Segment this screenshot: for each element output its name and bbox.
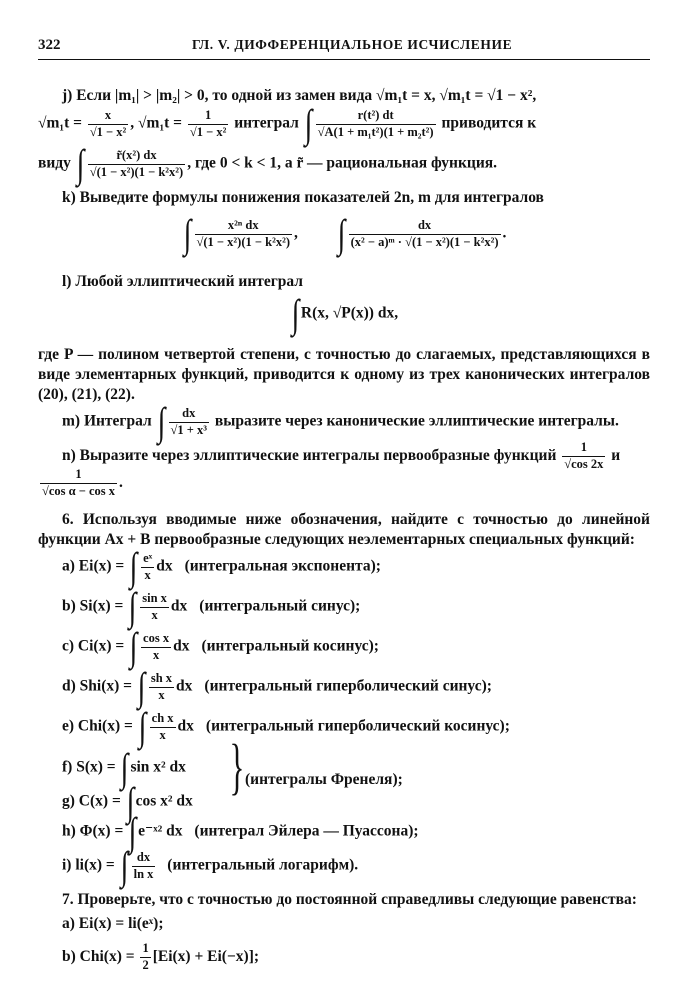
function-name: Ei(x) = bbox=[78, 557, 125, 575]
function-note: (интегральная экспонента); bbox=[184, 557, 381, 575]
differential: dx bbox=[176, 677, 193, 695]
integral-sign: ∫ bbox=[128, 584, 137, 629]
problem6-item bbox=[62, 664, 650, 709]
n-fraction-1: $\frac{1}{√\cos 2x}$ bbox=[564, 440, 604, 471]
j-form-word: виду bbox=[38, 154, 71, 172]
integral-sign: ∫ bbox=[183, 211, 191, 256]
problem7-line1: 7. Проверьте, что с точностью до постоянной справедливы следующие равенства: bbox=[62, 891, 637, 908]
j-fraction-3: $\frac{\text{r(t²) dt}}{\text{√A(1 + m₁t²)(1 + m₂t²)}}$ bbox=[317, 107, 434, 139]
integrand-fraction: $\frac{\text{cos x}}{x}$ bbox=[143, 630, 170, 662]
differential: dx bbox=[173, 637, 190, 655]
n-intro: n) Выразите через эллиптические интегралы первообразные функций bbox=[62, 446, 557, 464]
item-l-p3: (20), (21), (22). bbox=[38, 386, 135, 403]
item-i: i) li(x) = ∫ $\frac{dx}{\text{ln x}}$ (интегральный логарифм). bbox=[62, 843, 359, 888]
i-fraction: $\frac{dx}{\text{ln x}}$ bbox=[133, 849, 154, 881]
k-fraction-1: $\frac{\text{x²ⁿ dx}}{\text{√(1 − x²)(1 − k²x²)}}$ bbox=[196, 217, 290, 249]
item-k-formulas bbox=[38, 211, 650, 256]
j-reduces-to: приводится к bbox=[441, 114, 537, 132]
function-note: (интегральный косинус); bbox=[201, 637, 379, 655]
item-label: a) bbox=[62, 557, 75, 575]
item-n-line2 bbox=[38, 468, 650, 499]
function-name: Chi(x) = bbox=[77, 717, 133, 735]
j-fraction-4: $\frac{\text{r̃(x²) dx}}{\text{√(1 − x²)(1 − k²x²)}}$ bbox=[89, 147, 184, 179]
item-n-line1 bbox=[62, 441, 650, 472]
item-label: c) bbox=[62, 637, 75, 655]
m-rest: выразите через канонические эллиптические интегралы. bbox=[214, 412, 619, 430]
item-g: g) C(x) = ∫ cos x² dx bbox=[62, 779, 193, 824]
item-l-p2: виде элементарных функций, приводится к одному из трех канонических интегралов bbox=[38, 366, 650, 383]
integral-sign: ∫ bbox=[304, 101, 313, 146]
problem6-item bbox=[62, 584, 650, 629]
integral-sign: ∫ bbox=[337, 211, 345, 256]
problem7-a: a) Ei(x) = li(eˣ); bbox=[62, 915, 164, 932]
item-j-line2 bbox=[38, 101, 650, 146]
m-intro: m) Интеграл bbox=[62, 412, 152, 430]
problem6-item bbox=[62, 704, 650, 749]
half-fraction: $\frac{1}{2}$ bbox=[142, 941, 149, 972]
function-note: (интегральный гиперболический синус); bbox=[204, 677, 492, 695]
k-end: . bbox=[502, 224, 507, 242]
j-sqrt-sub-1: √m₁t = bbox=[38, 114, 82, 132]
item-l-p1: где P — полином четвертой степени, с точностью до слагаемых, представляющихся в bbox=[38, 346, 650, 363]
integral-sign: ∫ bbox=[138, 704, 147, 749]
header-rule bbox=[38, 59, 650, 60]
integral-sign: ∫ bbox=[291, 291, 300, 336]
problem6-line2: функции Ax + B первообразные следующих неэлементарных специальных функций: bbox=[38, 531, 635, 548]
j-fraction-2: $\frac{1}{\text{√1 − x²}}$ bbox=[189, 107, 227, 139]
integral-sign: ∫ bbox=[157, 399, 165, 444]
item-k-text: k) Выведите формулы понижения показателей 2n, m для интегралов bbox=[62, 189, 544, 206]
function-note: (интегральный синус); bbox=[199, 597, 361, 615]
integrand-fraction: $\frac{\text{eˣ}}{x}$ bbox=[143, 550, 153, 582]
j-integral-word: интеграл bbox=[234, 114, 299, 132]
integral-sign: ∫ bbox=[129, 624, 138, 669]
j-fraction-1: $\frac{x}{\text{√1 − x²}}$ bbox=[89, 107, 127, 139]
function-name: Ci(x) = bbox=[77, 637, 125, 655]
n-and: и bbox=[611, 446, 621, 464]
item-f: f) S(x) = ∫ sin x² dx bbox=[62, 745, 186, 790]
integrand-fraction: $\frac{\text{ch x}}{x}$ bbox=[151, 710, 174, 742]
integral-sign: ∫ bbox=[128, 809, 137, 854]
item-label: e) bbox=[62, 717, 75, 735]
item-j-line3 bbox=[38, 141, 650, 186]
fresnel-brace: } bbox=[229, 733, 245, 801]
page-number: 322 bbox=[38, 37, 61, 53]
differential: dx bbox=[177, 717, 194, 735]
integral-sign: ∫ bbox=[126, 779, 134, 824]
integral-sign: ∫ bbox=[129, 544, 138, 589]
m-fraction: $\frac{dx}{\text{√1 + x³}}$ bbox=[170, 405, 207, 437]
function-name: Shi(x) = bbox=[79, 677, 132, 695]
problem6-item bbox=[62, 544, 650, 589]
item-j-line1: j) Если |m₁| > |m₂| > 0, то одной из замен вида √m₁t = x, √m₁t = √1 − x², bbox=[62, 87, 537, 104]
k-fraction-2: $\frac{dx}{\text{(x² − a)ᵐ · √(1 − x²)(1 − k²x²)}}$ bbox=[350, 217, 499, 249]
l-formula-body: R(x, √P(x)) dx, bbox=[300, 304, 399, 322]
function-note: (интегральный гиперболический косинус); bbox=[205, 717, 510, 735]
fresnel-note: (интегралы Френеля); bbox=[245, 771, 403, 788]
differential: dx bbox=[170, 597, 188, 615]
item-h: h) Φ(x) = ∫ e⁻ˣ² dx (интеграл Эйлера — Пуассона); bbox=[62, 809, 419, 854]
problem6-item bbox=[62, 624, 650, 669]
integrand-fraction: $\frac{\text{sin x}}{x}$ bbox=[142, 590, 167, 622]
k-separator: , bbox=[293, 224, 298, 242]
integral-sign: ∫ bbox=[76, 141, 85, 186]
problem7-b: b) Chi(x) = $\frac{1}{2}$ [Ei(x) + Ei(−x)]; bbox=[62, 941, 260, 972]
j-sqrt-sub-2: , √m₁t = bbox=[130, 114, 182, 132]
function-name: Si(x) = bbox=[79, 597, 124, 615]
chapter-title: ГЛ. V. ДИФФЕРЕНЦИАЛЬНОЕ ИСЧИСЛЕНИЕ bbox=[192, 37, 513, 52]
j-condition: , где 0 < k < 1, а r̃ — рациональная функция. bbox=[187, 154, 498, 172]
differential: dx bbox=[156, 557, 173, 575]
integral-sign: ∫ bbox=[120, 843, 128, 888]
n-fraction-2: $\frac{1}{\text{√cos α − cos x}}$ bbox=[42, 467, 116, 498]
integrand-fraction: $\frac{\text{sh x}}{x}$ bbox=[150, 670, 173, 702]
problem6-line1: 6. Используя вводимые ниже обозначения, найдите с точностью до линейной bbox=[62, 511, 650, 528]
item-m bbox=[62, 399, 650, 444]
integral-sign: ∫ bbox=[137, 664, 146, 709]
n-end: . bbox=[119, 473, 123, 491]
integral-sign: ∫ bbox=[121, 745, 129, 790]
item-l-text: l) Любой эллиптический интеграл bbox=[62, 273, 304, 290]
item-l-formula bbox=[38, 291, 650, 336]
item-label: d) bbox=[62, 677, 76, 695]
item-label: b) bbox=[62, 597, 76, 615]
